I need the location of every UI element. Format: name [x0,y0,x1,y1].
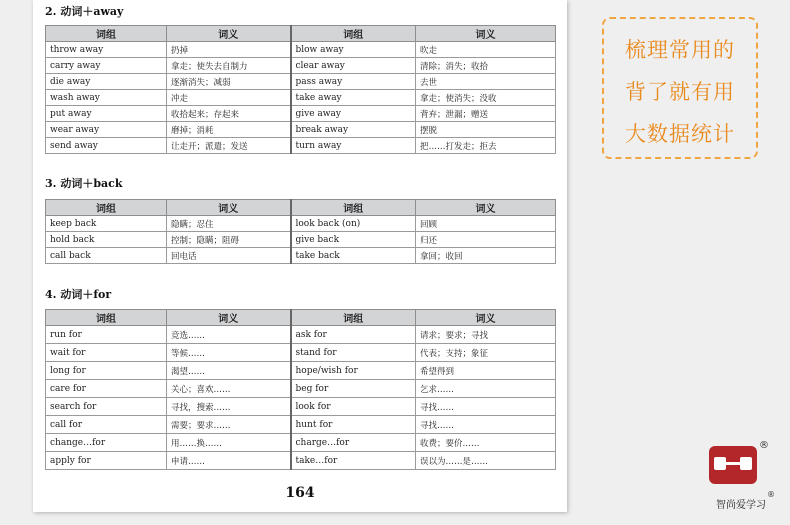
phrase-cell: hold back [46,232,167,248]
phrase-cell: blow away [291,42,416,58]
meaning-cell: 冲走 [167,90,291,106]
phrase-cell: beg for [291,380,416,398]
meaning-cell: 拿走；使消失；没收 [416,90,556,106]
meaning-cell: 摆脱 [416,122,556,138]
header-phrase: 词组 [46,26,167,42]
meaning-cell: 隐瞒；忍住 [167,216,291,232]
registered-mark: ® [759,440,769,451]
table-row [46,452,556,470]
meaning-cell: 乞求…… [416,380,556,398]
phrase-cell: give away [291,106,416,122]
meaning-cell: 磨掉；消耗 [167,122,291,138]
meaning-cell: 希望得到 [416,362,556,380]
header-phrase: 词组 [291,310,416,326]
table-header-row [46,26,556,42]
phrase-cell: turn away [291,138,416,154]
phrase-cell: charge…for [291,434,416,452]
tagline-box [602,17,758,159]
meaning-cell: 吹走 [416,42,556,58]
meaning-cell: 代表；支持；象征 [416,344,556,362]
table-row [46,42,556,58]
header-meaning: 词义 [416,310,556,326]
header-meaning: 词义 [167,26,291,42]
vocab-table-back [45,199,556,264]
phrase-cell: call for [46,416,167,434]
tagline-line: 大数据统计 [625,122,735,146]
table-row [46,74,556,90]
meaning-cell: 需要；要求…… [167,416,291,434]
meaning-cell: 拿走；使失去自制力 [167,58,291,74]
table-row [46,122,556,138]
header-phrase: 词组 [46,200,167,216]
phrase-cell: wait for [46,344,167,362]
meaning-cell: 拿回；收回 [416,248,556,264]
meaning-cell: 回电话 [167,248,291,264]
meaning-cell: 渴望…… [167,362,291,380]
meaning-cell: 收费；要价…… [416,434,556,452]
phrase-cell: give back [291,232,416,248]
phrase-cell: change…for [46,434,167,452]
meaning-cell: 回顾 [416,216,556,232]
phrase-cell: stand for [291,344,416,362]
registered-mark: ® [767,490,775,499]
meaning-cell: 申请…… [167,452,291,470]
meaning-cell: 用……换…… [167,434,291,452]
table-row [46,106,556,122]
header-meaning: 词义 [167,200,291,216]
page-number: 164 [285,485,315,501]
phrase-cell: send away [46,138,167,154]
section-title-away: 2. 动词＋away [45,5,124,18]
phrase-cell: take back [291,248,416,264]
meaning-cell: 归还 [416,232,556,248]
section-title-back: 3. 动词＋back [45,177,123,190]
textbook-page [33,0,567,512]
logo-name: 智尚爱学习 [716,500,766,511]
table-row [46,398,556,416]
phrase-cell: hope/wish for [291,362,416,380]
logo-icon [709,446,757,484]
phrase-cell: take…for [291,452,416,470]
table-row [46,58,556,74]
phrase-cell: look for [291,398,416,416]
meaning-cell: 关心；喜欢…… [167,380,291,398]
header-phrase: 词组 [291,200,416,216]
brand-logo [705,440,775,520]
meaning-cell: 把……打发走；拒去 [416,138,556,154]
phrase-cell: break away [291,122,416,138]
meaning-cell: 收拾起来；存起来 [167,106,291,122]
phrase-cell: die away [46,74,167,90]
table-row [46,380,556,398]
phrase-cell: run for [46,326,167,344]
vocab-table-for [45,309,556,470]
phrase-cell: take away [291,90,416,106]
phrase-cell: apply for [46,452,167,470]
vocab-table-away [45,25,556,154]
meaning-cell: 寻找，搜索…… [167,398,291,416]
meaning-cell: 背弃；泄漏；赠送 [416,106,556,122]
phrase-cell: call back [46,248,167,264]
header-meaning: 词义 [416,26,556,42]
header-phrase: 词组 [46,310,167,326]
table-row [46,138,556,154]
phrase-cell: clear away [291,58,416,74]
table-row [46,344,556,362]
phrase-cell: wash away [46,90,167,106]
phrase-cell: search for [46,398,167,416]
meaning-cell: 清除；消失；收拾 [416,58,556,74]
phrase-cell: put away [46,106,167,122]
phrase-cell: ask for [291,326,416,344]
phrase-cell: long for [46,362,167,380]
table-row [46,216,556,232]
header-phrase: 词组 [291,26,416,42]
phrase-cell: look back (on) [291,216,416,232]
meaning-cell: 扔掉 [167,42,291,58]
meaning-cell: 寻找…… [416,398,556,416]
phrase-cell: wear away [46,122,167,138]
section-title-for: 4. 动词＋for [45,288,112,301]
table-header-row [46,200,556,216]
meaning-cell: 控制；隐瞒；阻碍 [167,232,291,248]
table-row [46,326,556,344]
meaning-cell: 请求；要求；寻找 [416,326,556,344]
header-meaning: 词义 [416,200,556,216]
meaning-cell: 让走开；派遣；发送 [167,138,291,154]
tagline-line: 背了就有用 [625,80,735,104]
table-row [46,248,556,264]
table-row [46,232,556,248]
phrase-cell: throw away [46,42,167,58]
header-meaning: 词义 [167,310,291,326]
phrase-cell: hunt for [291,416,416,434]
phrase-cell: carry away [46,58,167,74]
phrase-cell: care for [46,380,167,398]
meaning-cell: 去世 [416,74,556,90]
tagline-line: 梳理常用的 [625,38,735,62]
meaning-cell: 竞选…… [167,326,291,344]
phrase-cell: keep back [46,216,167,232]
phrase-cell: pass away [291,74,416,90]
table-row [46,90,556,106]
table-row [46,416,556,434]
meaning-cell: 等候…… [167,344,291,362]
meaning-cell: 误以为……是…… [416,452,556,470]
meaning-cell: 寻找…… [416,416,556,434]
meaning-cell: 逐渐消失；减弱 [167,74,291,90]
table-row [46,362,556,380]
table-header-row [46,310,556,326]
table-row [46,434,556,452]
